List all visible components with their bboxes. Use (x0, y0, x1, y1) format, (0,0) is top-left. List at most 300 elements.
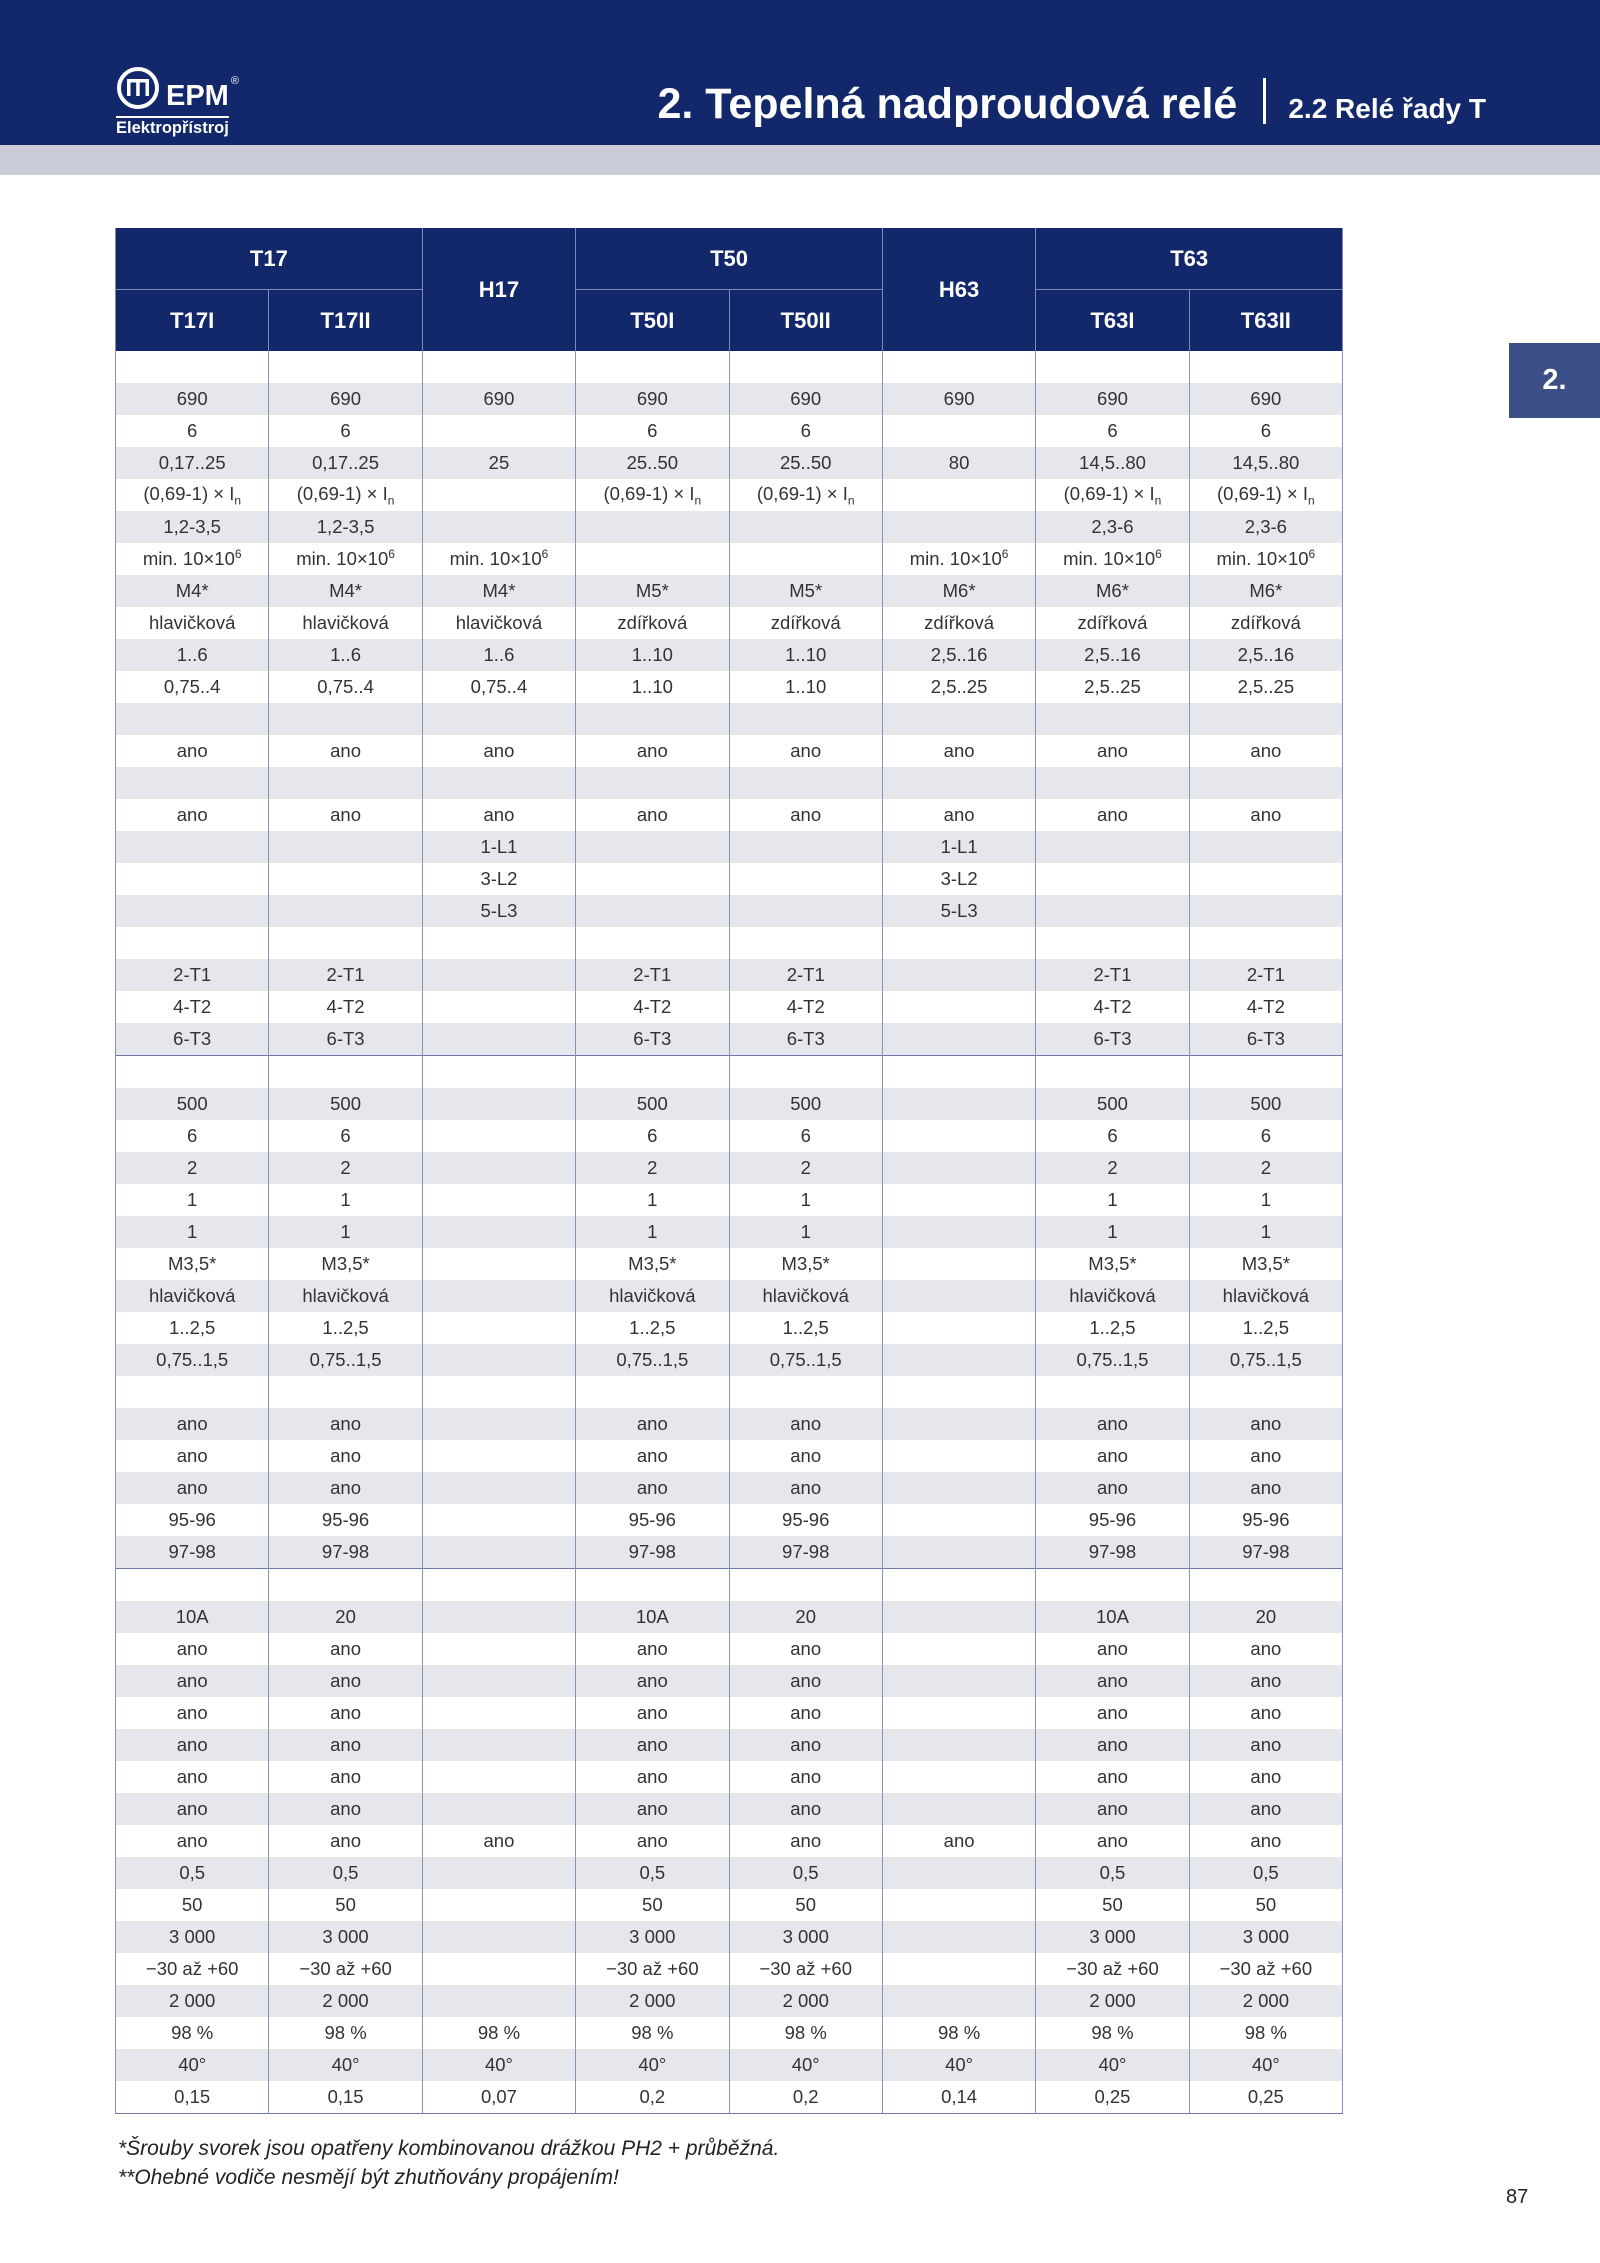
table-row (116, 447, 1343, 479)
table-cell: hlavičková (422, 607, 575, 639)
table-cell: 0,5 (1036, 1857, 1189, 1889)
table-cell: 20 (729, 1601, 882, 1633)
table-cell: 1..2,5 (1036, 1312, 1189, 1344)
table-cell: 0,15 (116, 2081, 269, 2114)
table-cell (422, 1152, 575, 1184)
table-cell: ano (269, 1825, 422, 1857)
table-cell: 14,5..80 (1036, 447, 1189, 479)
table-cell (1189, 927, 1342, 959)
table-cell: ano (729, 1793, 882, 1825)
table-cell (882, 1408, 1035, 1440)
table-cell: 2,3-6 (1189, 511, 1342, 543)
table-cell: 95-96 (1189, 1504, 1342, 1536)
table-cell: ano (269, 1761, 422, 1793)
table-cell: min. $10\times 10^6$ (882, 543, 1035, 575)
table-cell: 50 (576, 1889, 729, 1921)
table-cell: ano (1189, 1729, 1342, 1761)
table-cell (269, 767, 422, 799)
table-cell: 10A (1036, 1601, 1189, 1633)
table-cell: 0,2 (576, 2081, 729, 2114)
table-cell: M5* (576, 575, 729, 607)
table-cell: 690 (116, 383, 269, 415)
table-cell: 0,75..1,5 (729, 1344, 882, 1376)
table-cell: 1 (576, 1216, 729, 1248)
table-cell: $(0,69-1) \times I_n$ (576, 479, 729, 511)
table-row (116, 1601, 1343, 1633)
table-cell: ano (1189, 1761, 1342, 1793)
table-cell: 1 (729, 1216, 882, 1248)
column-header-t63i: T63I (1036, 290, 1189, 352)
table-row (116, 1184, 1343, 1216)
table-cell (116, 767, 269, 799)
table-row (116, 2081, 1343, 2114)
table-cell: ano (269, 735, 422, 767)
table-cell (422, 927, 575, 959)
table-cell: −30 až +60 (1036, 1953, 1189, 1985)
table-cell: 1 (1036, 1216, 1189, 1248)
table-cell (882, 1280, 1035, 1312)
table-row (116, 1440, 1343, 1472)
table-cell (422, 351, 575, 383)
table-cell: 6 (729, 415, 882, 447)
table-cell: 2 000 (1189, 1985, 1342, 2017)
table-cell (882, 1056, 1035, 1089)
table-cell: ano (1189, 1697, 1342, 1729)
table-cell: hlavičková (729, 1280, 882, 1312)
table-row (116, 1697, 1343, 1729)
table-cell (729, 831, 882, 863)
table-cell: ano (116, 1408, 269, 1440)
table-cell (882, 1248, 1035, 1280)
table-cell: 2-T1 (1036, 959, 1189, 991)
table-cell: 1-L1 (882, 831, 1035, 863)
table-cell: ano (729, 735, 882, 767)
table-row (116, 1472, 1343, 1504)
table-cell: 40° (882, 2049, 1035, 2081)
table-cell (882, 1761, 1035, 1793)
table-cell: ano (269, 1633, 422, 1665)
table-cell: −30 až +60 (269, 1953, 422, 1985)
table-cell: ano (1036, 1633, 1189, 1665)
table-cell: M3,5* (1036, 1248, 1189, 1280)
table-cell: ano (729, 1408, 882, 1440)
table-cell: 40° (116, 2049, 269, 2081)
table-cell: ano (576, 1440, 729, 1472)
table-cell: ano (116, 1729, 269, 1761)
table-cell (422, 1697, 575, 1729)
table-cell: M6* (1036, 575, 1189, 607)
table-cell: 3 000 (1189, 1921, 1342, 1953)
table-cell: 690 (1036, 383, 1189, 415)
table-cell: 80 (882, 447, 1035, 479)
table-cell: ano (1036, 735, 1189, 767)
table-cell (422, 415, 575, 447)
table-cell: 1 (1036, 1184, 1189, 1216)
table-cell: min. $10\times 10^6$ (1036, 543, 1189, 575)
table-cell: 95-96 (1036, 1504, 1189, 1536)
table-row (116, 799, 1343, 831)
table-cell: ano (1189, 1440, 1342, 1472)
table-cell: 6 (1189, 1120, 1342, 1152)
table-cell: 98 % (269, 2017, 422, 2049)
table-row (116, 639, 1343, 671)
table-cell (269, 863, 422, 895)
table-cell: zdířková (882, 607, 1035, 639)
table-cell: M3,5* (729, 1248, 882, 1280)
table-cell: 1..10 (729, 639, 882, 671)
table-cell (1036, 1376, 1189, 1408)
table-cell: M4* (269, 575, 422, 607)
table-cell (422, 703, 575, 735)
table-cell: hlavičková (1189, 1280, 1342, 1312)
table-cell (882, 479, 1035, 511)
table-cell: 0,14 (882, 2081, 1035, 2114)
table-cell: 500 (269, 1088, 422, 1120)
table-cell: $(0,69-1) \times I_n$ (1036, 479, 1189, 511)
table-cell (116, 831, 269, 863)
table-cell: ano (1189, 1793, 1342, 1825)
table-cell: ano (1189, 1472, 1342, 1504)
table-cell (729, 895, 882, 927)
table-cell: 4-T2 (729, 991, 882, 1023)
table-cell (422, 1536, 575, 1569)
table-cell (116, 1376, 269, 1408)
table-cell: 4-T2 (1189, 991, 1342, 1023)
table-cell: 6 (1036, 415, 1189, 447)
table-cell: ano (729, 1729, 882, 1761)
table-cell (882, 1569, 1035, 1602)
table-cell: 5-L3 (882, 895, 1035, 927)
table-row (116, 1120, 1343, 1152)
footnotes (118, 2134, 779, 2192)
table-cell: 50 (1036, 1889, 1189, 1921)
table-row (116, 415, 1343, 447)
table-cell (116, 703, 269, 735)
table-cell (882, 1793, 1035, 1825)
table-cell: 1..10 (729, 671, 882, 703)
table-cell: ano (1036, 1793, 1189, 1825)
table-cell (882, 1344, 1035, 1376)
table-cell (729, 543, 882, 575)
table-cell (116, 1056, 269, 1089)
table-cell (729, 351, 882, 383)
table-cell: 1..2,5 (576, 1312, 729, 1344)
table-cell (1036, 927, 1189, 959)
table-cell: 98 % (1036, 2017, 1189, 2049)
table-cell: M4* (422, 575, 575, 607)
table-cell: 2 000 (1036, 1985, 1189, 2017)
table-cell: 2 000 (269, 1985, 422, 2017)
table-cell: 50 (116, 1889, 269, 1921)
table-cell (882, 1857, 1035, 1889)
table-cell (422, 991, 575, 1023)
group-header-h17: H17 (422, 228, 575, 351)
table-cell: 98 % (576, 2017, 729, 2049)
table-cell: 3 000 (729, 1921, 882, 1953)
table-cell: 4-T2 (1036, 991, 1189, 1023)
table-cell (422, 1344, 575, 1376)
table-cell (422, 1857, 575, 1889)
table-cell: ano (1189, 1665, 1342, 1697)
table-cell (882, 927, 1035, 959)
table-cell (576, 543, 729, 575)
table-cell: ano (729, 1697, 882, 1729)
table-cell: hlavičková (1036, 1280, 1189, 1312)
table-cell: ano (729, 1761, 882, 1793)
table-cell: min. $10\times 10^6$ (269, 543, 422, 575)
table-cell (882, 1536, 1035, 1569)
table-cell: 2-T1 (269, 959, 422, 991)
table-cell: 690 (422, 383, 575, 415)
table-cell (1189, 1056, 1342, 1089)
table-cell: 97-98 (729, 1536, 882, 1569)
table-cell: 14,5..80 (1189, 447, 1342, 479)
table-row (116, 927, 1343, 959)
table-cell: 6-T3 (576, 1023, 729, 1056)
table-row (116, 1023, 1343, 1056)
table-cell (116, 351, 269, 383)
table-cell: ano (1189, 735, 1342, 767)
table-cell: ano (422, 735, 575, 767)
table-cell: 3 000 (576, 1921, 729, 1953)
table-cell (422, 1761, 575, 1793)
table-cell: min. $10\times 10^6$ (116, 543, 269, 575)
table-row (116, 1088, 1343, 1120)
table-cell: M6* (1189, 575, 1342, 607)
table-cell: ano (882, 1825, 1035, 1857)
table-cell: 1 (576, 1184, 729, 1216)
table-row (116, 1633, 1343, 1665)
table-cell: 2,3-6 (1036, 511, 1189, 543)
table-cell (576, 767, 729, 799)
table-cell: 500 (576, 1088, 729, 1120)
table-cell: 1-L1 (422, 831, 575, 863)
table-cell: 500 (116, 1088, 269, 1120)
table-cell (882, 1088, 1035, 1120)
table-row (116, 1312, 1343, 1344)
table-cell (882, 1601, 1035, 1633)
table-cell: 0,5 (1189, 1857, 1342, 1889)
table-cell: 0,5 (269, 1857, 422, 1889)
table-row (116, 767, 1343, 799)
table-row (116, 703, 1343, 735)
table-cell: hlavičková (576, 1280, 729, 1312)
table-cell: 6 (1189, 415, 1342, 447)
table-cell: 98 % (1189, 2017, 1342, 2049)
table-cell: 97-98 (116, 1536, 269, 1569)
table-cell: 0,75..1,5 (116, 1344, 269, 1376)
table-cell: 3 000 (1036, 1921, 1189, 1953)
table-cell: 3-L2 (422, 863, 575, 895)
table-cell (882, 1953, 1035, 1985)
table-cell: 2,5..25 (882, 671, 1035, 703)
table-cell (422, 1408, 575, 1440)
section-title: 2.2 Relé řady T (1288, 93, 1486, 124)
table-cell: ano (1036, 1408, 1189, 1440)
table-cell (1036, 831, 1189, 863)
table-cell: ano (576, 1665, 729, 1697)
table-cell: 95-96 (116, 1504, 269, 1536)
table-cell (1189, 703, 1342, 735)
table-cell: 0,75..1,5 (269, 1344, 422, 1376)
column-header-t17i: T17I (116, 290, 269, 352)
table-row (116, 479, 1343, 511)
table-cell (729, 703, 882, 735)
table-cell (1036, 351, 1189, 383)
header-bar (0, 0, 1600, 145)
column-header-t17ii: T17II (269, 290, 422, 352)
table-cell: 6 (576, 415, 729, 447)
column-header-t50ii: T50II (729, 290, 882, 352)
header-underbar (0, 145, 1600, 175)
table-row (116, 735, 1343, 767)
table-row (116, 575, 1343, 607)
table-cell: ano (882, 735, 1035, 767)
table-cell: ano (1036, 799, 1189, 831)
table-cell: 6 (269, 1120, 422, 1152)
table-cell: ano (1036, 1761, 1189, 1793)
table-cell (422, 1601, 575, 1633)
chapter-tab[interactable]: 2. (1509, 343, 1600, 418)
table-cell: ano (269, 1472, 422, 1504)
table-row (116, 1665, 1343, 1697)
table-cell: ano (116, 1793, 269, 1825)
table-cell (729, 863, 882, 895)
table-cell: ano (1036, 1472, 1189, 1504)
table-cell: 690 (269, 383, 422, 415)
table-cell: 0,2 (729, 2081, 882, 2114)
table-cell: 0,5 (116, 1857, 269, 1889)
page-header-title (657, 72, 1486, 129)
table-cell: 6-T3 (116, 1023, 269, 1056)
table-cell: zdířková (1036, 607, 1189, 639)
table-cell: ano (576, 1697, 729, 1729)
table-cell: 690 (729, 383, 882, 415)
table-cell (882, 959, 1035, 991)
table-cell (882, 1184, 1035, 1216)
table-cell (422, 1889, 575, 1921)
table-cell: 98 % (116, 2017, 269, 2049)
table-cell: 50 (269, 1889, 422, 1921)
table-cell: 690 (882, 383, 1035, 415)
table-cell (576, 831, 729, 863)
table-cell: 0,15 (269, 2081, 422, 2114)
table-cell: M3,5* (116, 1248, 269, 1280)
table-cell: 25..50 (729, 447, 882, 479)
table-cell: −30 až +60 (1189, 1953, 1342, 1985)
table-row (116, 1280, 1343, 1312)
table-cell: 2,5..25 (1189, 671, 1342, 703)
table-cell: 95-96 (576, 1504, 729, 1536)
table-cell: ano (1189, 1825, 1342, 1857)
table-cell: 1..2,5 (729, 1312, 882, 1344)
table-cell (882, 1985, 1035, 2017)
table-cell: 0,25 (1036, 2081, 1189, 2114)
group-header-t17: T17 (116, 228, 423, 290)
table-cell (422, 1953, 575, 1985)
table-row (116, 1889, 1343, 1921)
table-cell: 0,75..1,5 (576, 1344, 729, 1376)
table-cell (576, 1569, 729, 1602)
table-row (116, 1376, 1343, 1408)
table-cell: 25..50 (576, 447, 729, 479)
table-cell (882, 1633, 1035, 1665)
table-cell: ano (1036, 1697, 1189, 1729)
table-cell (882, 1120, 1035, 1152)
table-cell (729, 927, 882, 959)
table-cell: ano (116, 799, 269, 831)
table-cell: 2 000 (116, 1985, 269, 2017)
table-cell: 10A (576, 1601, 729, 1633)
table-cell: ano (1036, 1729, 1189, 1761)
table-cell: ano (576, 1793, 729, 1825)
table-cell (1189, 767, 1342, 799)
table-cell (729, 1569, 882, 1602)
table-row (116, 991, 1343, 1023)
table-cell: ano (1036, 1825, 1189, 1857)
table-cell: 1 (1189, 1216, 1342, 1248)
table-cell: ano (116, 1633, 269, 1665)
table-cell: 50 (729, 1889, 882, 1921)
table-cell: 0,17..25 (116, 447, 269, 479)
table-cell (729, 1056, 882, 1089)
table-cell: hlavičková (116, 607, 269, 639)
table-cell: −30 až +60 (576, 1953, 729, 1985)
table-cell: 6-T3 (729, 1023, 882, 1056)
table-cell (422, 1056, 575, 1089)
table-cell (576, 895, 729, 927)
table-cell (422, 1985, 575, 2017)
table-cell (882, 1312, 1035, 1344)
table-cell: 2 (1036, 1152, 1189, 1184)
table-cell: ano (729, 1825, 882, 1857)
table-cell: ano (269, 1408, 422, 1440)
table-cell: 50 (1189, 1889, 1342, 1921)
table-row (116, 1729, 1343, 1761)
table-cell: ano (729, 1665, 882, 1697)
table-cell: ano (729, 1472, 882, 1504)
table-cell (1189, 863, 1342, 895)
table-row (116, 831, 1343, 863)
table-cell: ano (269, 1729, 422, 1761)
table-cell (1036, 863, 1189, 895)
table-cell: 6 (116, 415, 269, 447)
table-cell: ano (422, 799, 575, 831)
table-cell: $(0,69-1) \times I_n$ (116, 479, 269, 511)
table-cell (882, 415, 1035, 447)
table-cell (1036, 1056, 1189, 1089)
table-cell: 0,75..4 (116, 671, 269, 703)
table-cell: zdířková (729, 607, 882, 639)
table-cell: 2,5..16 (1036, 639, 1189, 671)
table-cell (422, 511, 575, 543)
table-cell (422, 1216, 575, 1248)
table-cell (882, 1504, 1035, 1536)
table-cell: −30 až +60 (116, 1953, 269, 1985)
table-cell (269, 1569, 422, 1602)
table-cell (269, 1376, 422, 1408)
table-cell (729, 1376, 882, 1408)
table-cell (882, 1889, 1035, 1921)
table-cell: ano (1189, 1633, 1342, 1665)
table-cell: 20 (269, 1601, 422, 1633)
table-row (116, 1921, 1343, 1953)
table-cell (729, 511, 882, 543)
table-cell: 6 (1036, 1120, 1189, 1152)
table-cell (422, 479, 575, 511)
table-cell: −30 až +60 (729, 1953, 882, 1985)
table-row (116, 1953, 1343, 1985)
